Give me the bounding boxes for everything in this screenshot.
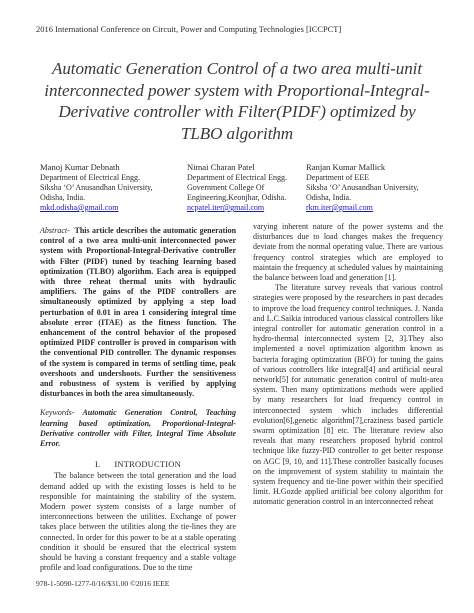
author-name: Nimai Charan Patel [187,162,255,172]
author-affiliation-line: Engineering,Keonjhar, Odisha. [187,193,287,202]
abstract [40,226,236,399]
right-column [253,222,443,508]
author-email-link[interactable]: mkd.odisha@gmail.com [40,203,119,212]
author-affiliation-line: Odisha, India. [40,193,86,202]
section-heading [40,459,236,469]
keywords [40,408,236,449]
author-name: Ranjan Kumar Mallick [306,162,386,172]
section-number: I. [95,459,101,470]
author-email-link[interactable]: rkm.iter@gmail.com [306,203,373,212]
conference-header: 2016 International Conference on Circuit, Power and Computing Technologies [ICCPCT] [36,25,342,34]
intro-paragraph-continued: varying inherent nature of the power systems and the disturbances due to load changes makes the frequency deviate from the normal operating value. There are various frequency control strategies which are employed to maintain the frequency at scheduled values by maintaining the balance between load and generation [1]. [253,222,443,283]
author-name: Manoj Kumar Debnath [40,162,120,172]
author-2 [187,162,287,213]
author-affiliation-line: Odisha, India. [306,193,352,202]
intro-paragraph-1: The balance between the total generation and the load demand added up with the existing losses is held to be responsible for maintaining the stability of the system. Modern power system consists of a large number of interconnections between the utilities. Exchange of power takes place between the utilities along the tie-lines they are connected. In order for this power to be at a stable operating condition it should be ensured that the electrical system should be having a constant frequency and a stable voltage profile and load configurations. Due to the time [40,471,236,573]
author-affiliation-line: Department of Electrical Engg. [40,173,140,182]
author-affiliation-line: Government College Of [187,183,265,192]
left-column [40,226,236,574]
intro-paragraph-2: The literature survey reveals that various control strategies were proposed by the researchers in past decades to improve the load frequency control techniques. J. Nanda and L.C.Saikia introduced various classical controllers like integral controller for automatic generation control in a hydro-thermal interconnected system [2, 3].They also implemented a novel optimization algorithm known as bacteria foraging optimization (BFO) for tuning the gains of various controllers like integral[4] and artificial neural network[5] for automatic generation control of multi-area system. Then many optimizations methods were applied by many researchers for load frequency control in interconnected system which includes differential evolution[6],genetic algorithm[7],craziness based particle swarm optimization [8] etc. The literature review also reveals that many researchers proposed hybrid control technique like fuzzy-PID controller to get better response on AGC [9, 10, and 11].These controller basically focuses on the improvement of system stability to maintain the system frequency and tie-line power within their specified limit. H.Gozde applied artificial bee colony algorithm for automatic generation control in an interconnected reheat [253,283,443,507]
keywords-label: Keywords- [40,408,75,418]
keywords-text: Automatic Generation Control, Teaching learning based optimization, Proportional-Integral-Derivative controller with Filter, Integral Time Absolute Error. [40,408,237,449]
author-affiliation-line: Department of EEE [306,173,370,182]
abstract-label: Abstract- [40,226,70,235]
author-email-link[interactable]: ncpatel.iter@gmail.com [187,203,265,212]
author-affiliation-line: Siksha ‘O’ Anusandhan University, [306,183,419,192]
author-affiliation-line: Siksha ‘O’ Anusandhan University, [40,183,153,192]
author-1 [40,162,153,213]
author-3 [306,162,419,213]
paper-title: Automatic Generation Control of a two area multi-unit interconnected power system with Proportional-Integral-Derivative controller with Filter(PIDF) optimized by TLBO algorithm [44,59,430,143]
abstract-text: This article describes the automatic generation control of a two area multi-unit interconnected power system with Proportional-Integral-Derivative controller with Filter (PIDF) tuned by teaching learning based optimization (TLBO) algorithm. Each area is equipped with three reheat thermal units with hydraulic amplifiers. The gains of the PIDF controllers are simultaneously optimized by applying a step load perturbation of 0.01 in area 1 considering integral time absolute error (ITAE) as the fitness function. The enhancement of the control behavior of the proposed optimized PIDF controller is proved in comparison with the conventional PID controller. The dynamic responses of the system is compared in terms of settling time, peak overshoots and undershoots. Further the sensitiveness and robustness of system is verified by applying disturbances in both the area simultaneously. [40,226,237,399]
author-affiliation-line: Department of Electrical Engg. [187,173,287,182]
section-title: INTRODUCTION [114,459,181,470]
copyright-footer: 978-1-5090-1277-0/16/$31.00 ©2016 IEEE [36,579,170,588]
